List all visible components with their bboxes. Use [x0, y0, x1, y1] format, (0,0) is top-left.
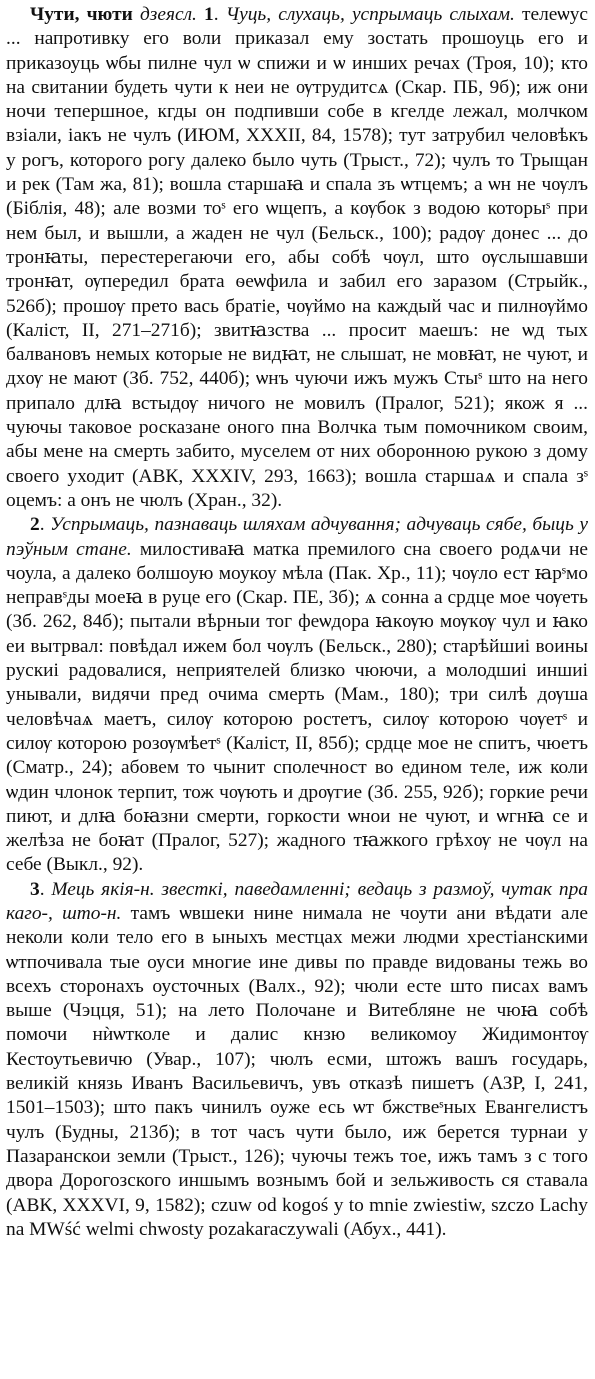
- sense-citations: тамъ ѡвшеки нине нимала не чоути ани вѣдати але неколи коли тело его в ыныхъ местцах межи людми хрестіанскими ѡтпочивала тые оуси многие ине дивы по правде видованы тежь во всехъ сторонахъ оусточных (Валх., 92); чюли есте што писах вамъ выше (Чэцця, 51); на лето Полочане и Витебляне не чюꙗ собѣ помочи нѝѡтколе и далис кнзю великомоу Жидимонтѹ Кестоутьевичю (Увар., 107); чюлъ есми, штожъ вашъ государь, великій князь Иванъ Васильевичъ, увъ отказѣ пишетъ (АЗР, I, 241, 1501–1503); што пакъ чинилъ оуже есь ѡт бжствеˢных Евангелистъ чулъ (Будны, 213б); в тот часъ чути было, иж берется турнаи у Пазаранскои земли (Трыст., 126); чуючы тежъ тое, ижъ тамъ з с того двора Дорогозского иншымъ вознымъ бой и зельживость ся ставала (АВК, XXXVI, 9, 1582); czuw od kogoś y to mnie zwiestiw, szczo Lachy na MWść welmi chwosty pozakaraczywali (Абух., 441).: [6, 902, 588, 1240]
- sense-2-paragraph: 2. Успрымаць, пазнаваць шляхам адчування; адчуваць сябе, быць у пэўным стане. милостиваꙗ матка премилого сна своего родѧчи не чоула, а далеко болшоую моукоу мѣла (Пак. Хр., 11); чѹло ест ꙗрˢмо неправˢды моеꙗ в руце его (Скар. ПЕ, 3б); ѧ сонна а срдце мое чѹеть (Зб. 262, 84б); пытали вѣрныи тог феѡдора ꙗкѹю мѹкѹ чул и ꙗко еи вытрвал: повѣдал ижем бол чѹлъ (Бельск., 280); старѣйшиі воины рускиі радовалися, неприятелей близко чюючи, а молодшиі иншиі унывали, видячи пред очима смерть (Мам., 180); три силѣ дѹша человѣчаѧ маетъ, силѹ которою ростетъ, силѹ которою чѹетˢ и силѹ которою розѹмѣетˢ (Каліст, II, 85б); срдце мое не спитъ, чюетъ (Сматр., 24); абовем то чынит сполечност во едином теле, иж коли ѡдин члонок терпит, тож чѹють и дрѹгие (Зб. 255, 92б); горкие речи пиют, и длꙗ боꙗзни смерти, горкости ѡнои не чуют, и ѡгнꙗ се и желѣза не боꙗт (Пралог, 527); жадного тꙗжкого грѣхѹ не чѹл на себе (Выкл., 92).: [6, 514, 588, 876]
- sense-3-paragraph: 3. Мець якія-н. звесткі, паведамленні; ведаць з размоў, чутак пра каго-, што-н. тамъ ѡвшеки нине нимала не чоути ани вѣдати але неколи коли тело его в ыныхъ местцах межи людми хрестіанскими ѡтпочивала тые оуси многие ине дивы по правде видованы тежь во всехъ сторонахъ оусточных (Валх., 92); чюли есте што писах вамъ выше (Чэцця, 51); на лето Полочане и Витебляне не чюꙗ собѣ помочи нѝѡтколе и далис кнзю великомоу Жидимонтѹ Кестоутьевичю (Увар., 107); чюлъ есми, штожъ вашъ государь, великій князь Иванъ Васильевичъ, увъ отказѣ пишетъ (АЗР, I, 241, 1501–1503); што пакъ чинилъ оуже есь ѡт бжствеˢных Евангелистъ чулъ (Будны, 213б); в тот часъ чути было, иж берется турнаи у Пазаранскои земли (Трыст., 126); чуючы тежъ тое, ижъ тамъ з с того двора Дорогозского иншымъ вознымъ бой и зельживость ся ставала (АВК, XXXVI, 9, 1582); czuw od kogoś y to mnie zwiestiw, szczo Lachy na MWść welmi chwosty pozakaraczywali (Абух., 441).: [6, 878, 588, 1240]
- entry-headword: Чути, чюти: [30, 4, 133, 25]
- sense-citations: телеѡус ... напротивку его воли приказал ему зостать прошоуць его и приказоуць ѡбы пилне чул ѡ спижи и ѡ инших речах (Троя, 10); кто на свитании будеть чути к неи не ѹтрудитсѧ (Скар. ПБ, 9б); иж они ночи тепершное, кгды он подпивши собе в кгелде лежал, молчком взіали, іакъ не чулъ (ИЮМ, XXXII, 84, 1578); тут затрубил человѣкъ у рогъ, которого рогу далеко было чуть (Трыст., 72); чулъ то Трыщан и рек (Там жа, 81); вошла старшаꙗ и спала зъ ѡтцемъ; а ѡн не чѹлъ (Біблія, 48); але возми тоˢ его ѡщепъ, а кѹбок з водою которыˢ при нем был, и вышли, а жаден не чул (Бельск., 100); радѹ донес ... до тронꙗты, перестерегаючи его, абы собѣ чѹл, што ѹслышавши тронꙗт, ѹпередил брата ѳеѡфила и забил его заразом (Стрыйк., 526б); прошѹ прето вась братіе, чѹймо на каждый час и пилнѹймо (Каліст, II, 271–271б); звитꙗзства ... просит маешъ: не ѡд тых балвановъ немых которые не видꙗт, не слышат, не мовꙗт, не чуют, и дхѹ не мают (Зб. 752, 440б); ѡнъ чуючи ижъ мужъ Стыˢ што на него припало длꙗ встыдѹ ничого не мовилъ (Пралог, 521); якож я ... чуючы таковое росказане оного пна Волчка тым помочником своим, абы мене на смерть забито, муселем от них оборонною рукою з дому своего уходит (АВК, XXXIV, 293, 1663); вошла старшаѧ и спала зˢ оцемъ: а онъ не чюлъ (Хран., 32).: [6, 4, 588, 511]
- sense-number: 1: [204, 4, 214, 25]
- grammar-label: дзеясл.: [139, 4, 197, 25]
- sense-number: 2: [30, 514, 40, 536]
- sense-number: 3: [30, 878, 40, 900]
- sense-1-paragraph: Чути, чюти дзеясл. 1. Чуць, слухаць, успрымаць слыхам. телеѡус ... напротивку его воли приказал ему зостать прошоуць его и приказоуць ѡбы пилне чул ѡ спижи и ѡ инших речах (Троя, 10); кто на свитании будеть чути к неи не ѹтрудитсѧ (Скар. ПБ, 9б); иж они ночи тепершное, кгды он подпивши собе в кгелде лежал, молчком взіали, іакъ не чулъ (ИЮМ, XXXII, 84, 1578); тут затрубил человѣкъ у рогъ, которого рогу далеко было чуть (Трыст., 72); чулъ то Трыщан и рек (Там жа, 81); вошла старшаꙗ и спала зъ ѡтцемъ; а ѡн не чѹлъ (Біблія, 48); але возми тоˢ его ѡщепъ, а кѹбок з водою которыˢ при нем был, и вышли, а жаден не чул (Бельск., 100); радѹ донес ... до тронꙗты, перестерегаючи его, абы собѣ чѹл, што ѹслышавши тронꙗт, ѹпередил брата ѳеѡфила и забил его заразом (Стрыйк., 526б); прошѹ прето вась братіе, чѹймо на каждый час и пилнѹймо (Каліст, II, 271–271б); звитꙗзства ... просит маешъ: не ѡд тых балвановъ немых которые не видꙗт, не слышат, не мовꙗт, не чуют, и дхѹ не мают (Зб. 752, 440б); ѡнъ чуючи ижъ мужъ Стыˢ што на него припало длꙗ встыдѹ ничого не мовилъ (Пралог, 521); якож я ... чуючы таковое росказане оного пна Волчка тым помочником своим, абы мене на смерть забито, муселем от них оборонною рукою з дому своего уходит (АВК, XXXIV, 293, 1663); вошла старшаѧ и спала зˢ оцемъ: а онъ не чюлъ (Хран., 32).: [6, 4, 588, 511]
- sense-definition: Успрымаць, пазнаваць шляхам адчування; адчуваць сябе, быць у пэўным стане.: [6, 514, 588, 560]
- sense-definition: Мець якія-н. звесткі, паведамленні; ведаць з размоў, чутак пра каго-, што-н.: [6, 878, 588, 924]
- sense-definition: Чуць, слухаць, успрымаць слыхам.: [225, 4, 515, 25]
- sense-citations: милостиваꙗ матка премилого сна своего родѧчи не чоула, а далеко болшоую моукоу мѣла (Пак. Хр., 11); чѹло ест ꙗрˢмо неправˢды моеꙗ в руце его (Скар. ПЕ, 3б); ѧ сонна а срдце мое чѹеть (Зб. 262, 84б); пытали вѣрныи тог феѡдора ꙗкѹю мѹкѹ чул и ꙗко еи вытрвал: повѣдал ижем бол чѹлъ (Бельск., 280); старѣйшиі воины рускиі радовалися, неприятелей близко чюючи, а молодшиі иншиі унывали, видячи пред очима смерть (Мам., 180); три силѣ дѹша человѣчаѧ маетъ, силѹ которою ростетъ, силѹ которою чѹетˢ и силѹ которою розѹмѣетˢ (Каліст, II, 85б); срдце мое не спитъ, чюетъ (Сматр., 24); абовем то чынит сполечност во едином теле, иж коли ѡдин члонок терпит, тож чѹють и дрѹгие (Зб. 255, 92б); горкие речи пиют, и длꙗ боꙗзни смерти, горкости ѡнои не чуют, и ѡгнꙗ се и желѣза не боꙗт (Пралог, 527); жадного тꙗжкого грѣхѹ не чѹл на себе (Выкл., 92).: [6, 538, 588, 876]
